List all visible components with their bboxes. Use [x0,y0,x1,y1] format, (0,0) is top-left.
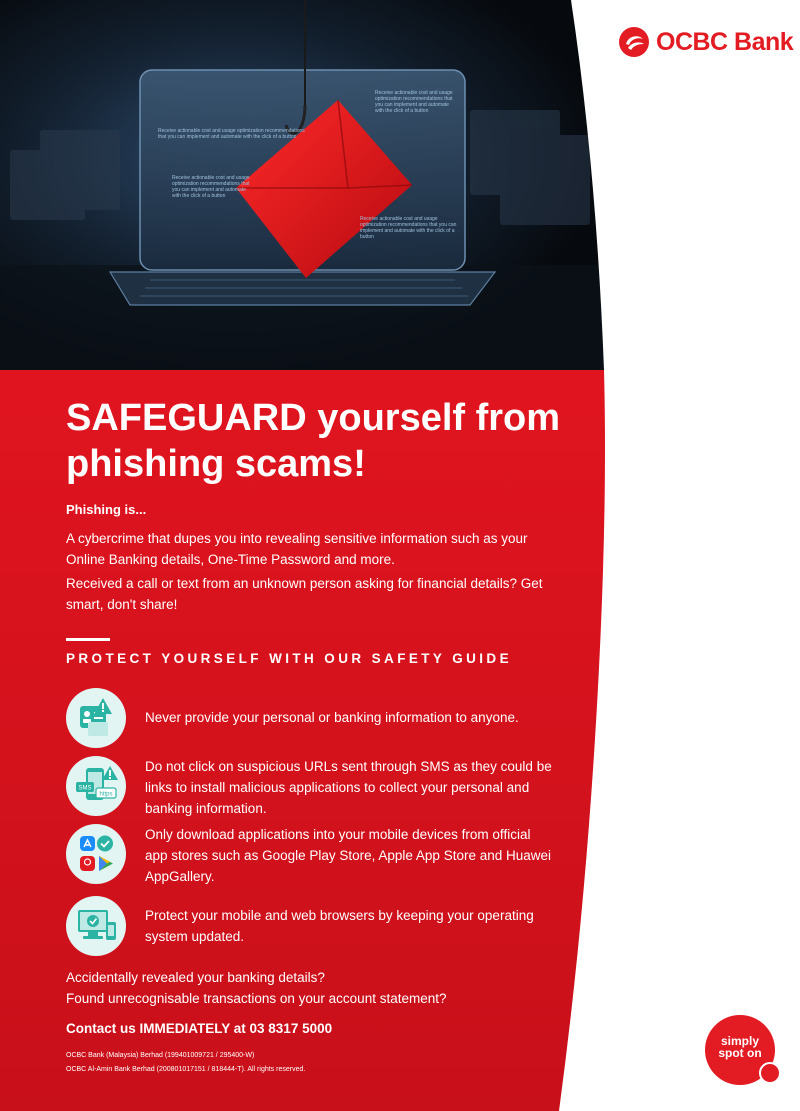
screen-text-2: Receive actionable cost and usage optimization recommendations that you can implement and automate with the click of a button [172,175,250,199]
sms-label: SMS [78,785,92,792]
safety-tip-text: Do not click on suspicious URLs sent through SMS as they could be links to install malicious applications to collect your personal and banking information. [145,759,552,816]
hero-image [0,0,620,370]
system-update-icon [66,896,126,956]
safety-guide-title: PROTECT YOURSELF WITH OUR SAFETY GUIDE [66,651,512,666]
legal-line-1: OCBC Bank (Malaysia) Berhad (199401009721 / 295400-W) [66,1052,255,1059]
ocbc-logo [618,26,793,58]
legal-line-2: OCBC Al-Amin Bank Berhad (200801017151 / 818444-T). All rights reserved. [66,1066,306,1073]
section-divider [66,638,110,641]
screen-text-1: Receive actionable cost and usage optimization recommendations that you can implement and automate with the click of a button [158,128,305,140]
safety-tip-text: Protect your mobile and web browsers by keeping your operating system updated. [145,908,534,944]
safety-tip-text: Only download applications into your mobile devices from official app stores such as Google Play Store, Apple App Store and Huawei AppGallery. [145,827,552,884]
app-stores-icon [66,824,126,884]
badge-line-2: spot on [718,1046,762,1060]
phishing-definition: A cybercrime that dupes you into revealing sensitive information such as your Online Banking details, One-Time Password and more. [66,531,528,567]
https-label: https [99,791,113,798]
badge-line-1: simply [720,1034,759,1048]
screen-text-3: Receive actionable cost and usage optimization recommendations that you can implement and automate with the click of a button [375,90,453,114]
badge-dot [759,1062,781,1084]
page-title: SAFEGUARD yourself from phishing scams! [66,397,561,485]
footer-question-2: Found unrecognisable transactions on your account statement? [66,991,447,1006]
screen-text-4: Receive actionable cost and usage optimization recommendations that you can implement and automate with the click of a button [360,216,457,240]
sms-link-warning-icon [66,756,126,816]
contact-hotline[interactable]: Contact us IMMEDIATELY at 03 8317 5000 [66,1021,333,1036]
brand-name: OCBC Bank [656,27,794,56]
id-card-warning-icon [66,688,126,748]
phishing-label: Phishing is... [66,502,147,517]
footer-question-1: Accidentally revealed your banking details? [66,970,325,985]
safety-tip-text: Never provide your personal or banking information to anyone. [145,710,519,725]
ocbc-logo-icon [618,26,650,58]
phishing-prompt: Received a call or text from an unknown person asking for financial details? Get smart, don't share! [66,576,543,612]
